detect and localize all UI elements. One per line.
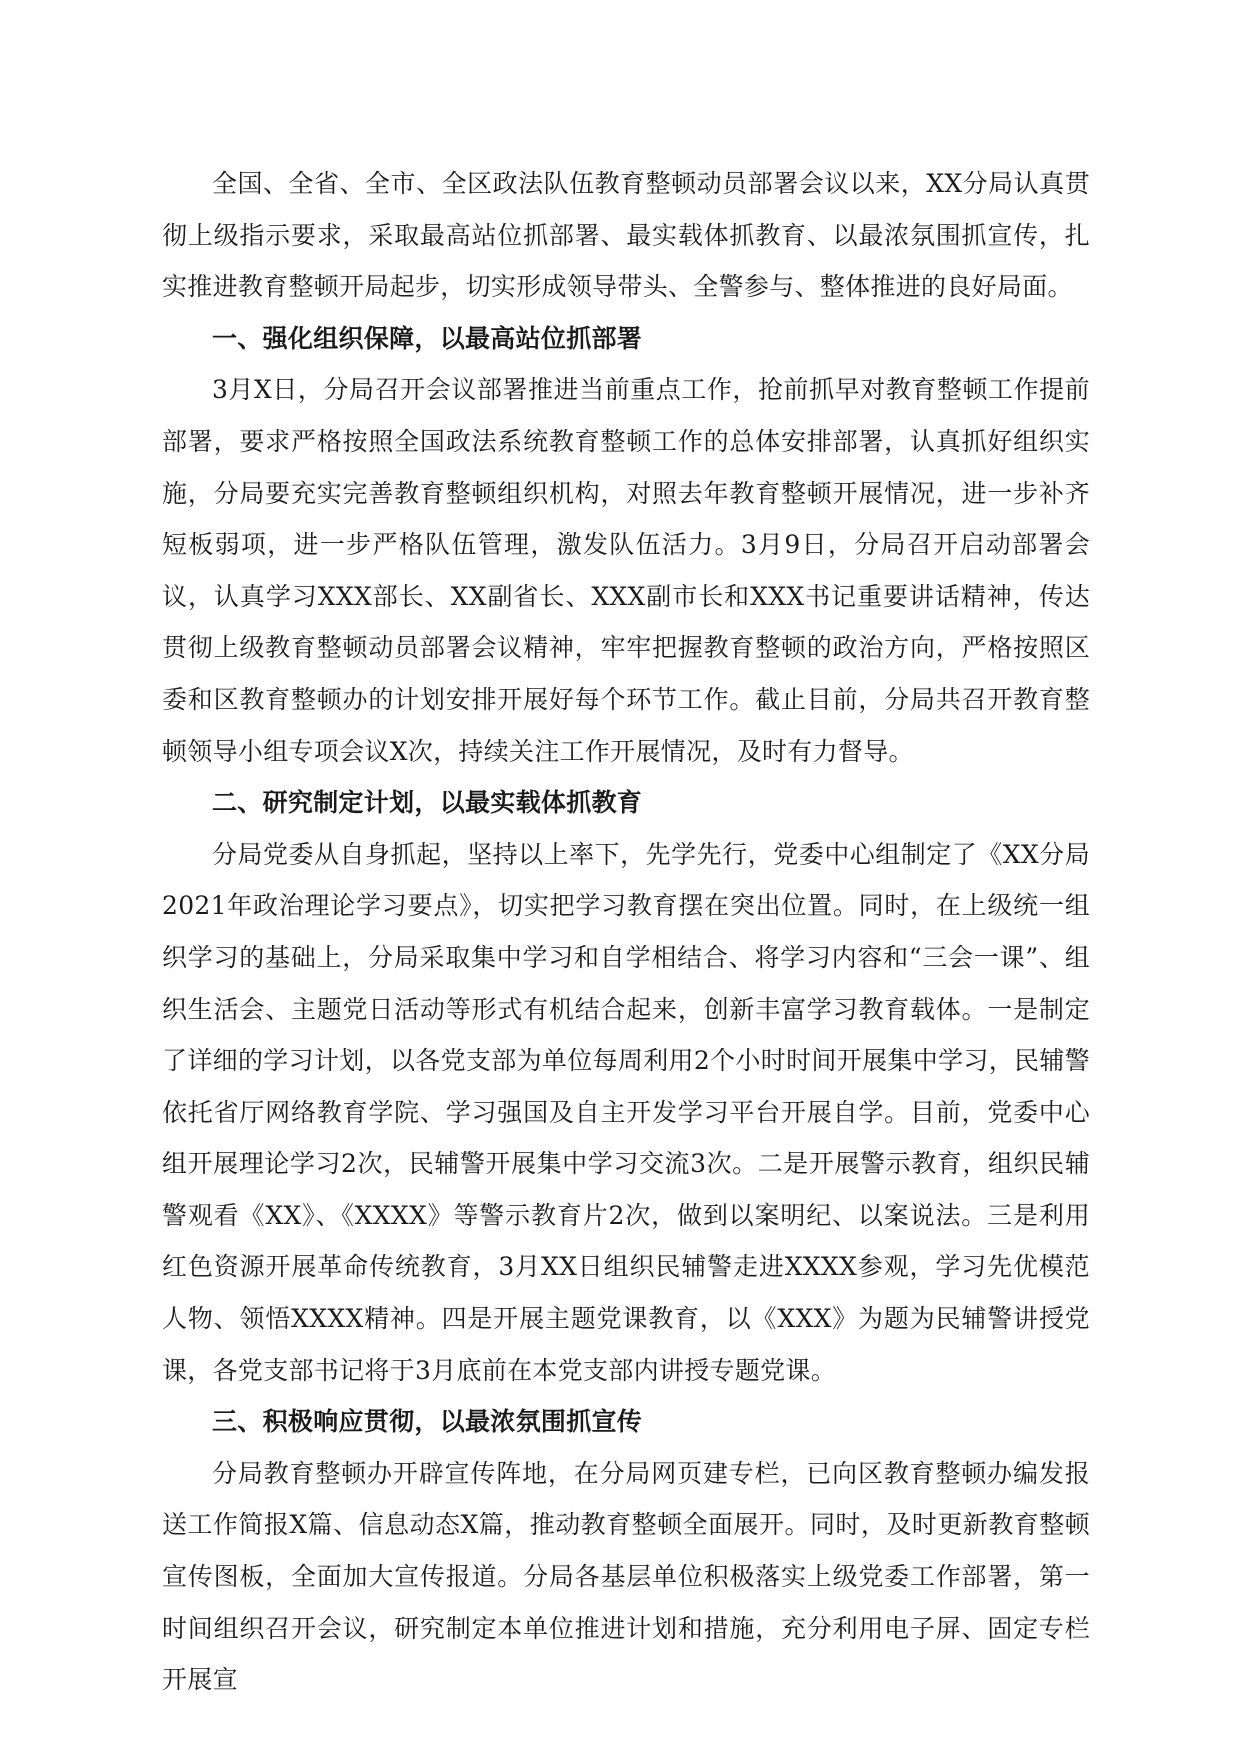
document-body <box>162 158 1090 1706</box>
section-paragraph-3: 分局教育整顿办开辟宣传阵地，在分局网页建专栏，已向区教育整顿办编发报送工作简报X篇、信息动态X篇，推动教育整顿全面展开。同时，及时更新教育整顿宣传图板，全面加大宣传报道。分局各基层单位积极落实上级党委工作部署，第一时间组织召开会议，研究制定本单位推进计划和措施，充分利用电子屏、固定专栏开展宣 <box>162 1458 1090 1695</box>
section-paragraph-1: 3月X日，分局召开会议部署推进当前重点工作，抢前抓早对教育整顿工作提前部署，要求严格按照全国政法系统教育整顿工作的总体安排部署，认真抓好组织实施，分局要充实完善教育整顿组织机构，对照去年教育整顿开展情况，进一步补齐短板弱项，进一步严格队伍管理，激发队伍活力。3月9日，分局召开启动部署会议，认真学习XXX部长、XX副省长、XXX副市长和XXX书记重要讲话精神，传达贯彻上级教育整顿动员部署会议精神，牢牢把握教育整顿的政治方向，严格按照区委和区教育整顿办的计划安排开展好每个环节工作。截止目前，分局共召开教育整顿领导小组专项会议X次，持续关注工作开展情况，及时有力督导。 <box>162 375 1090 766</box>
section-paragraph-2: 分局党委从自身抓起，坚持以上率下，先学先行，党委中心组制定了《XX分局2021年政治理论学习要点》，切实把学习教育摆在突出位置。同时，在上级统一组织学习的基础上，分局采取集中学习和自学相结合、将学习内容和“三会一课”、组织生活会、主题党日活动等形式有机结合起来，创新丰富学习教育载体。一是制定了详细的学习计划，以各党支部为单位每周利用2个小时时间开展集中学习，民辅警依托省厅网络教育学院、学习强国及自主开发学习平台开展自学。目前，党委中心组开展理论学习2次，民辅警开展集中学习交流3次。二是开展警示教育，组织民辅警观看《XX》、《XXXX》等警示教育片2次，做到以案明纪、以案说法。三是利用红色资源开展革命传统教育，3月XX日组织民辅警走进XXXX参观，学习先优模范人物、领悟XXXX精神。四是开展主题党课教育，以《XXX》为题为民辅警讲授党课，各党支部书记将于3月底前在本党支部内讲授专题党课。 <box>162 839 1090 1385</box>
intro-paragraph: 全国、全省、全市、全区政法队伍教育整顿动员部署会议以来，XX分局认真贯彻上级指示要求，采取最高站位抓部署、最实载体抓教育、以最浓氛围抓宣传，扎实推进教育整顿开局起步，切实形成领导带头、全警参与、整体推进的良好局面。 <box>162 169 1090 302</box>
section-heading-1: 一、强化组织保障，以最高站位抓部署 <box>212 323 643 353</box>
section-heading-2: 二、研究制定计划，以最实载体抓教育 <box>212 788 643 818</box>
section-heading-3: 三、积极响应贯彻，以最浓氛围抓宣传 <box>212 1407 643 1437</box>
